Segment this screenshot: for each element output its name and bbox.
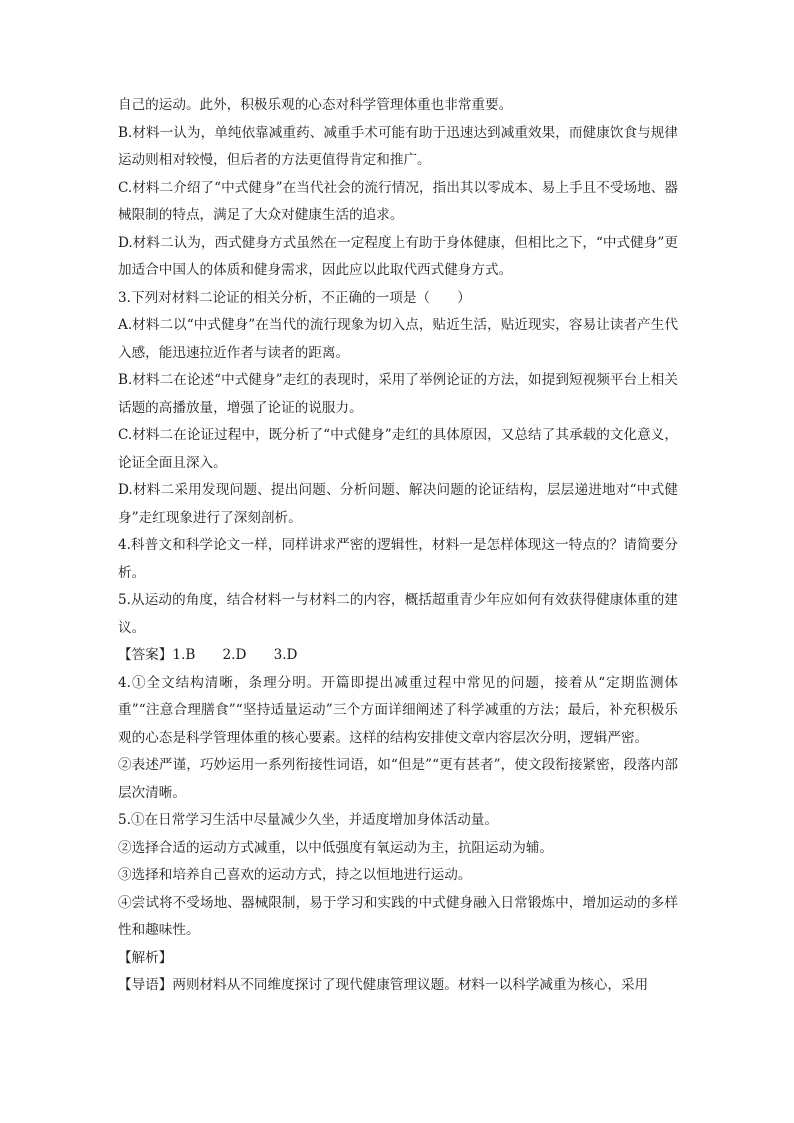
q3-option-a: A.材料二以“中式健身”在当代的流行现象为切入点，贴近生活，贴近现实，容易让读者产生代入感，能迅速拉近作者与读者的距离。 (118, 317, 678, 361)
document-page (118, 92, 678, 1000)
option-d: D.材料二认为，西式健身方式虽然在一定程度上有助于身体健康，但相比之下，“中式健身”更加适合中国人的体质和健身需求，因此应以此取代西式健身方式。 (118, 234, 678, 278)
question-5: 5.从运动的角度，结合材料一与材料二的内容，概括超重青少年应如何有效获得健康体重的建议。 (118, 592, 678, 636)
answer-key: 【答案】1.B 2.D 3.D (118, 647, 298, 663)
answer-4-part-2: ②表述严谨，巧妙运用一系列衔接性词语，如“但是”“更有甚者”，使文段衔接紧密，段落内部层次清晰。 (118, 757, 678, 801)
answer-5-point-4: ④尝试将不受场地、器械限制，易于学习和实践的中式健身融入日常锻炼中，增加运动的多样性和趣味性。 (118, 894, 678, 938)
answer-4-part-1: 4.①全文结构清晰，条理分明。开篇即提出减重过程中常见的问题，接着从“定期监测体重”“注意合理膳食”“坚持适量运动”三个方面详细阐述了科学减重的方法；最后，补充积极乐观的心态是科学管理体重的核心要素。这样的结构安排使文章内容层次分明，逻辑严密。 (118, 674, 678, 746)
question-4: 4.科普文和科学论文一样，同样讲求严密的逻辑性，材料一是怎样体现这一特点的？请简要分析。 (118, 537, 678, 581)
q3-option-b: B.材料二在论述“中式健身”走红的表现时，采用了举例论证的方法，如提到短视频平台上相关话题的高播放量，增强了论证的说服力。 (118, 372, 678, 416)
analysis-heading: 【解析】 (118, 949, 173, 966)
option-c: C.材料二介绍了“中式健身”在当代社会的流行情况，指出其以零成本、易上手且不受场地、器械限制的特点，满足了大众对健康生活的追求。 (118, 179, 678, 223)
q3-option-d: D.材料二采用发现问题、提出问题、分析问题、解决问题的论证结构，层层递进地对“中式健身”走红现象进行了深刻剖析。 (118, 482, 678, 526)
intro-text: 【导语】两则材料从不同维度探讨了现代健康管理议题。材料一以科学减重为核心，采用 (118, 977, 649, 993)
answer-5-point-3: ③选择和培养自己喜欢的运动方式，持之以恒地进行运动。 (118, 867, 472, 883)
text-line: 自己的运动。此外，积极乐观的心态对科学管理体重也非常重要。 (118, 97, 513, 113)
answer-5-point-2: ②选择合适的运动方式减重，以中低强度有氧运动为主，抗阻运动为辅。 (118, 839, 553, 856)
q3-option-c: C.材料二在论证过程中，既分析了“中式健身”走红的具体原因，又总结了其承载的文化意义，论证全面且深入。 (118, 427, 678, 471)
option-b: B.材料一认为，单纯依靠减重药、减重手术可能有助于迅速达到减重效果，而健康饮食与规律运动则相对较慢，但后者的方法更值得肯定和推广。 (118, 124, 678, 168)
question-3: 3.下列对材料二论证的相关分析，不正确的一项是（ ） (118, 289, 471, 306)
answer-5-point-1: 5.①在日常学习生活中尽量减少久坐，并适度增加身体活动量。 (118, 812, 498, 828)
